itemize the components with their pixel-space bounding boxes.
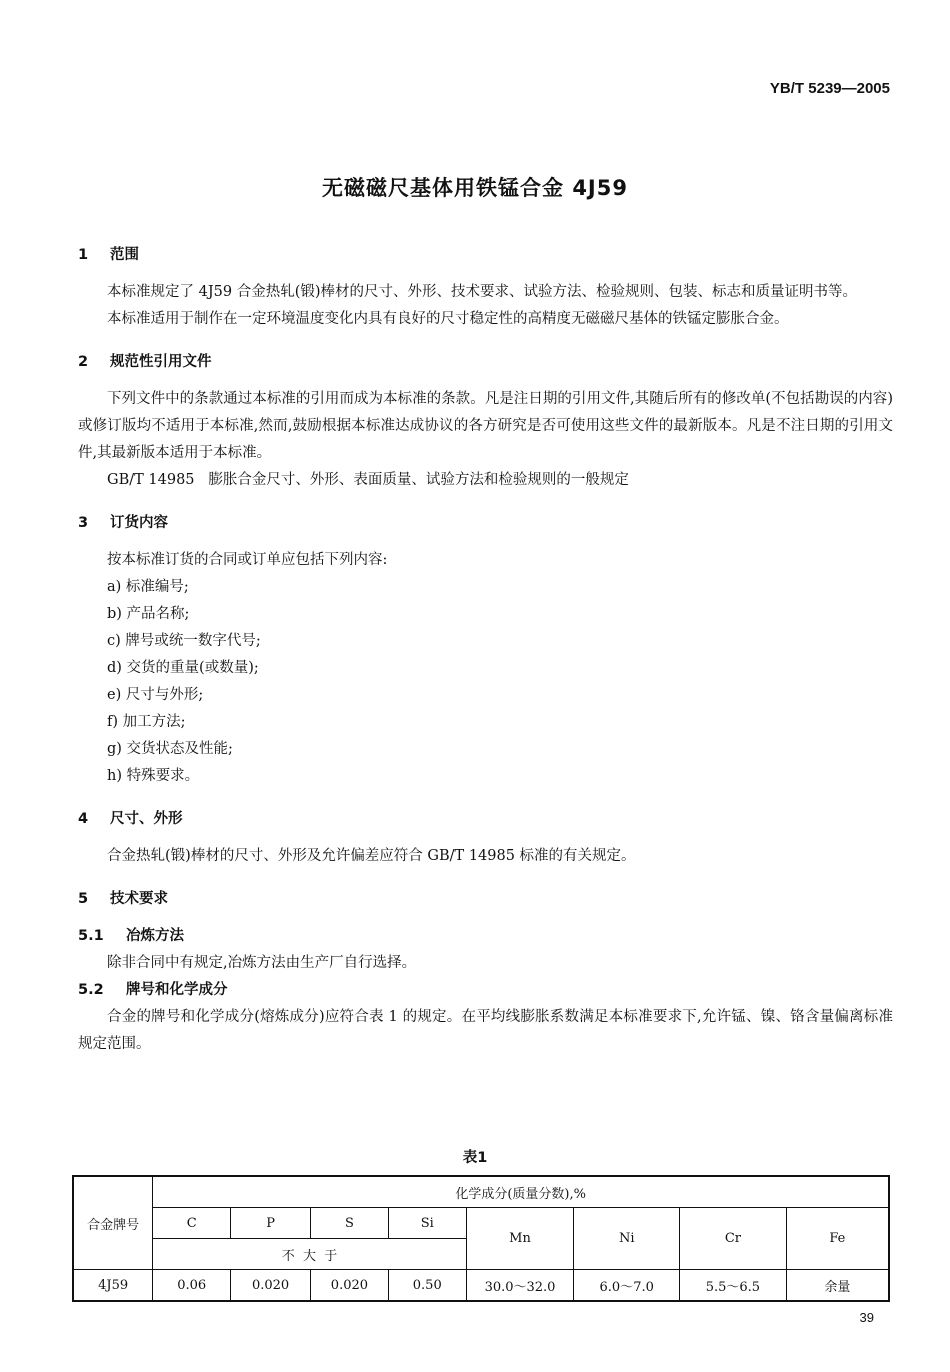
value-cell: 5.5～6.5 xyxy=(680,1270,787,1302)
section-heading-3 xyxy=(78,510,893,537)
list-item: f) 加工方法; xyxy=(107,714,186,730)
section-title: 规范性引用文件 xyxy=(110,354,212,370)
element-header: Ni xyxy=(574,1208,680,1270)
value-cell: 6.0～7.0 xyxy=(574,1270,680,1302)
element-header: Si xyxy=(388,1208,466,1239)
section-number: 3 xyxy=(78,515,89,531)
paragraph: 合金的牌号和化学成分(熔炼成分)应符合表 1 的规定。在平均线膨胀系数满足本标准要求下,允许锰、镍、铬含量偏离标准规定范围。 xyxy=(78,1009,893,1052)
paragraph: 下列文件中的条款通过本标准的引用而成为本标准的条款。凡是注日期的引用文件,其随后所有的修改单(不包括勘误的内容)或修订版均不适用于本标准,然而,鼓励根据本标准达成协议的各方研究是否可使用这些文件的最新版本。凡是不注日期的引用文件,其最新版本适用于本标准。 xyxy=(78,391,893,461)
paragraph: 本标准适用于制作在一定环境温度变化内具有良好的尺寸稳定性的高精度无磁磁尺基体的铁锰定膨胀合金。 xyxy=(107,311,789,327)
subsection-title: 牌号和化学成分 xyxy=(126,982,228,998)
document-title: 无磁磁尺基体用铁锰合金 4J59 xyxy=(322,176,628,200)
element-header: Mn xyxy=(466,1208,574,1270)
paragraph: 除非合同中有规定,冶炼方法由生产厂自行选择。 xyxy=(107,955,417,971)
value-cell: 余量 xyxy=(786,1270,889,1302)
list-item: c) 牌号或统一数字代号; xyxy=(107,633,261,649)
section-title: 尺寸、外形 xyxy=(110,811,183,827)
list-item: g) 交货状态及性能; xyxy=(107,741,233,757)
list-item: b) 产品名称; xyxy=(107,606,190,622)
max-limit-label: 不 大 于 xyxy=(153,1239,466,1270)
value-cell: 0.020 xyxy=(231,1270,311,1302)
section-heading-4 xyxy=(78,806,893,833)
section-heading-2 xyxy=(78,349,893,376)
element-header: Fe xyxy=(786,1208,889,1270)
chemical-composition-table xyxy=(72,1175,890,1302)
element-header: Cr xyxy=(680,1208,787,1270)
page-number: 39 xyxy=(859,1310,874,1325)
table-row xyxy=(73,1270,889,1302)
paragraph: 按本标准订货的合同或订单应包括下列内容: xyxy=(107,552,388,568)
section-title: 技术要求 xyxy=(110,891,168,907)
reference-entry: GB/T 14985 膨胀合金尺寸、外形、表面质量、试验方法和检验规则的一般规定 xyxy=(107,472,629,488)
value-cell: 30.0～32.0 xyxy=(466,1270,574,1302)
subsection-number: 5.1 xyxy=(78,928,104,944)
list-item: e) 尺寸与外形; xyxy=(107,687,204,703)
paragraph: 本标准规定了 4J59 合金热轧(锻)棒材的尺寸、外形、技术要求、试验方法、检验规则、包装、标志和质量证明书等。 xyxy=(107,284,858,300)
grade-header: 合金牌号 xyxy=(73,1176,153,1270)
subsection-number: 5.2 xyxy=(78,982,104,998)
section-number: 2 xyxy=(78,354,89,370)
section-number: 5 xyxy=(78,891,89,907)
value-cell: 0.020 xyxy=(310,1270,388,1302)
subsection-heading-5-1 xyxy=(78,923,893,950)
element-header: P xyxy=(231,1208,311,1239)
subsection-heading-5-2 xyxy=(78,977,893,1004)
section-title: 订货内容 xyxy=(110,515,168,531)
list-item: d) 交货的重量(或数量); xyxy=(107,660,259,676)
list-item: a) 标准编号; xyxy=(107,579,189,595)
standard-code: YB/T 5239—2005 xyxy=(769,80,890,97)
subsection-title: 冶炼方法 xyxy=(126,928,184,944)
element-header: C xyxy=(153,1208,231,1239)
section-number: 1 xyxy=(78,247,89,263)
list-item: h) 特殊要求。 xyxy=(107,768,200,784)
section-heading-5 xyxy=(78,886,893,913)
composition-group-header: 化学成分(质量分数),% xyxy=(153,1176,889,1208)
section-title: 范围 xyxy=(110,247,139,263)
section-heading-1 xyxy=(78,242,893,269)
section-number: 4 xyxy=(78,811,89,827)
table-caption: 表1 xyxy=(462,1150,488,1166)
value-cell: 0.50 xyxy=(388,1270,466,1302)
paragraph: 合金热轧(锻)棒材的尺寸、外形及允许偏差应符合 GB/T 14985 标准的有关规定。 xyxy=(107,848,636,864)
grade-cell: 4J59 xyxy=(73,1270,153,1302)
value-cell: 0.06 xyxy=(153,1270,231,1302)
document-body xyxy=(78,242,893,1058)
element-header: S xyxy=(310,1208,388,1239)
